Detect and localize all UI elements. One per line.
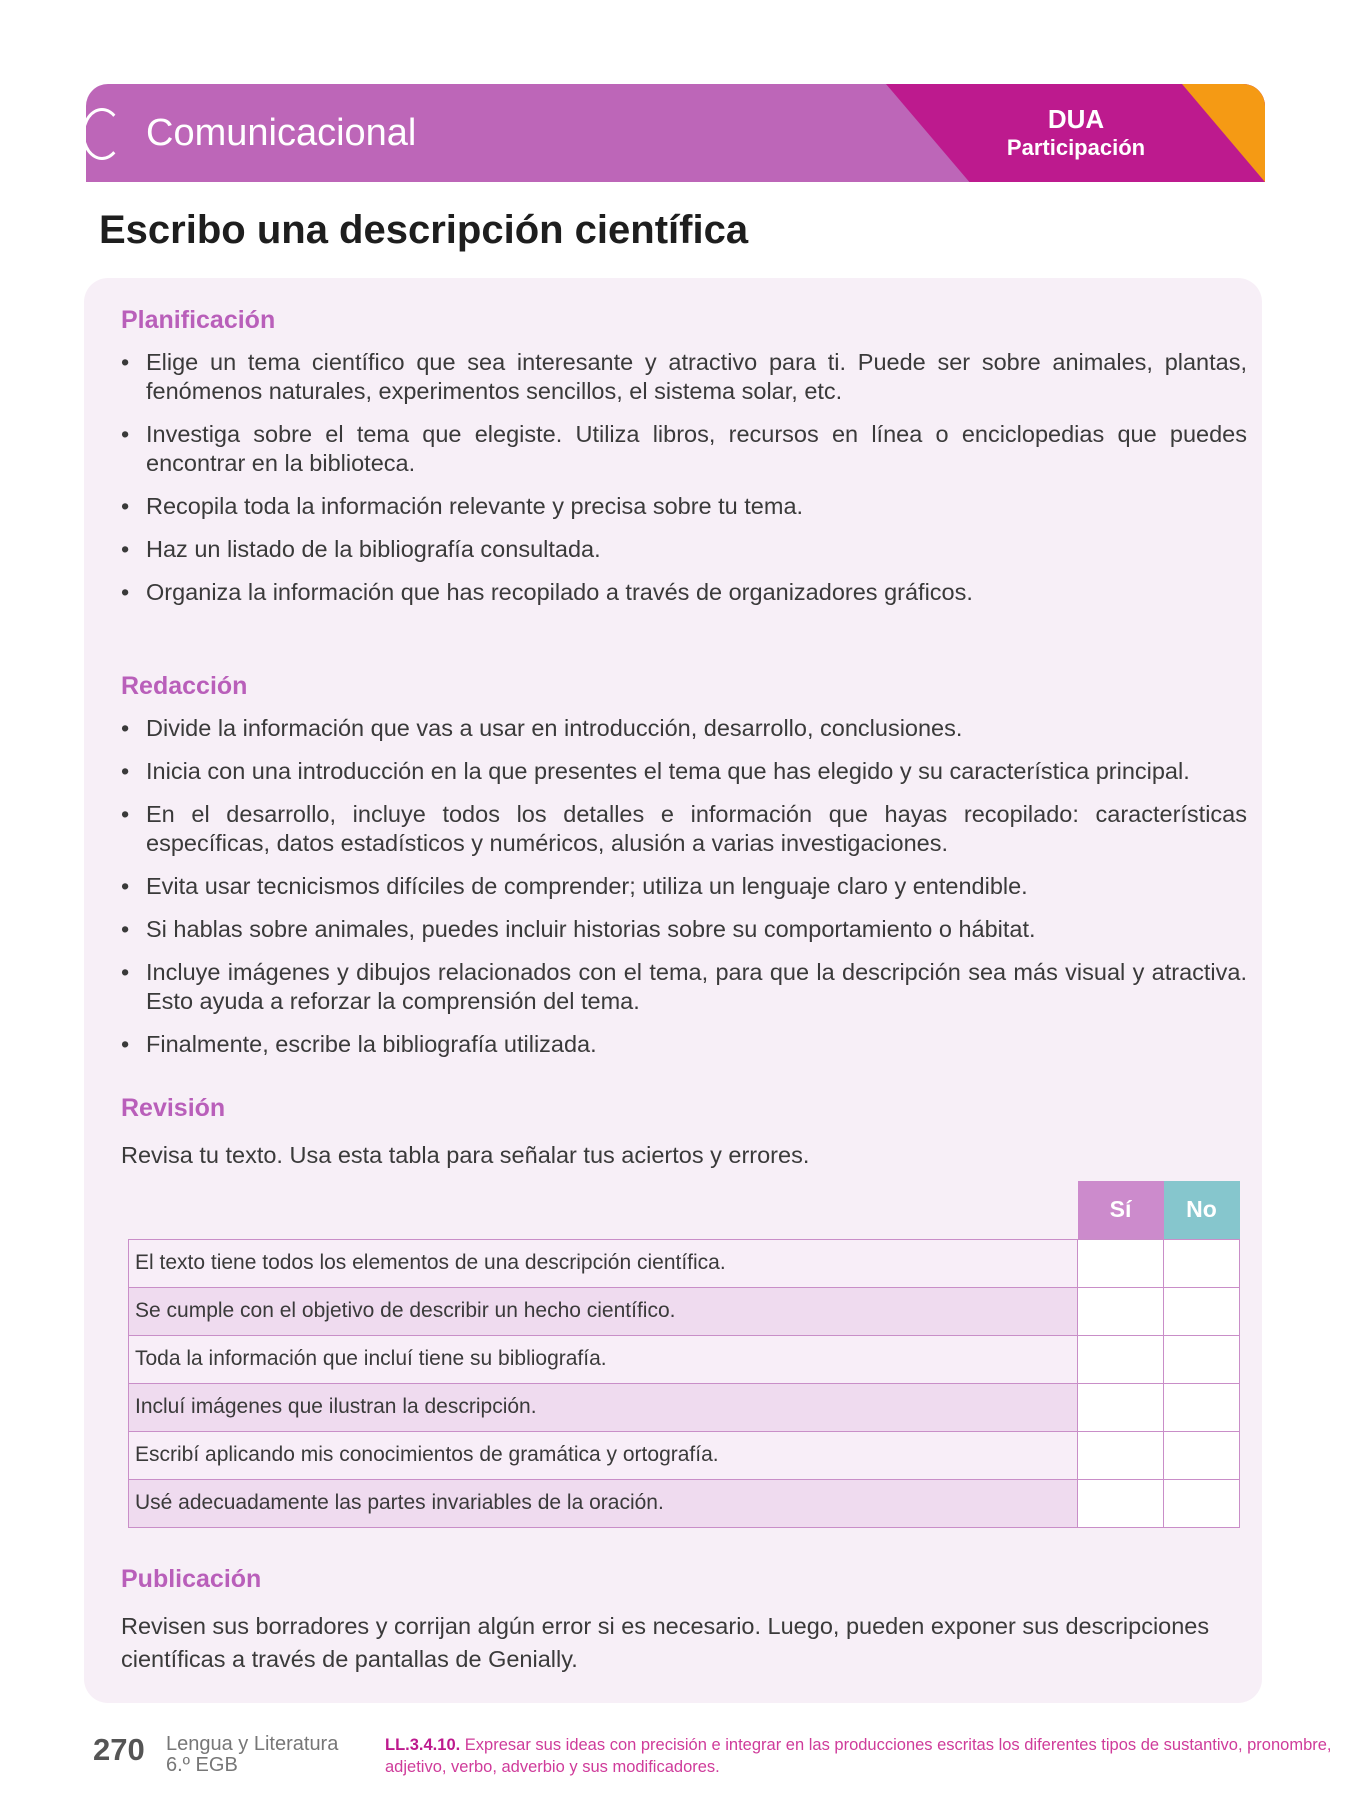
comunicacional-logo-icon <box>86 108 122 160</box>
criterion: Incluí imágenes que ilustran la descripción. <box>129 1383 1078 1431</box>
page-number: 270 <box>93 1732 145 1767</box>
table-row <box>129 1383 1240 1431</box>
page-title: Escribo una descripción científica <box>99 208 749 252</box>
si-cell[interactable] <box>1078 1383 1164 1431</box>
no-cell[interactable] <box>1164 1335 1240 1383</box>
revision-table <box>128 1181 1240 1528</box>
dua-subtitle: Participación <box>1006 135 1146 161</box>
list-item: • Investiga sobre el tema que elegiste. Utiliza libros, recursos en línea o enciclopedias que puedes encontrar en la biblioteca. <box>121 420 1247 478</box>
table-row <box>129 1287 1240 1335</box>
criterion: Escribí aplicando mis conocimientos de gramática y ortografía. <box>129 1431 1078 1479</box>
heading-publicacion: Publicación <box>121 1565 262 1593</box>
no-cell[interactable] <box>1164 1287 1240 1335</box>
list-item: • Recopila toda la información relevante y precisa sobre tu tema. <box>121 492 1247 521</box>
table-row <box>129 1335 1240 1383</box>
heading-redaccion: Redacción <box>121 672 248 700</box>
si-cell[interactable] <box>1078 1479 1164 1527</box>
redaccion-list <box>121 714 1247 1073</box>
criterion: Usé adecuadamente las partes invariables de la oración. <box>129 1479 1078 1527</box>
list-item: • Divide la información que vas a usar en introducción, desarrollo, conclusiones. <box>121 714 1247 743</box>
no-cell[interactable] <box>1164 1239 1240 1287</box>
list-item: • Finalmente, escribe la bibliografía utilizada. <box>121 1030 1247 1059</box>
criterion: Toda la información que incluí tiene su bibliografía. <box>129 1335 1078 1383</box>
publicacion-text: Revisen sus borradores y corrijan algún error si es necesario. Luego, pueden exponer sus descripciones científicas a través de pantallas de Genially. <box>121 1613 1210 1672</box>
section-banner <box>86 84 1265 182</box>
no-cell[interactable] <box>1164 1431 1240 1479</box>
curriculum-standard <box>385 1734 1335 1778</box>
list-item: • Haz un listado de la bibliografía consultada. <box>121 535 1247 564</box>
no-cell[interactable] <box>1164 1383 1240 1431</box>
si-cell[interactable] <box>1078 1335 1164 1383</box>
list-item: • En el desarrollo, incluye todos los detalles e información que hayas recopilado: características específicas, datos estadísticos y numéricos, alusión a varias investigaciones. <box>121 800 1247 858</box>
si-cell[interactable] <box>1078 1431 1164 1479</box>
list-item: • Inicia con una introducción en la que presentes el tema que has elegido y su característica principal. <box>121 757 1247 786</box>
col-no: No <box>1164 1181 1240 1239</box>
heading-revision: Revisión <box>121 1094 226 1122</box>
revision-intro: Revisa tu texto. Usa esta tabla para señalar tus aciertos y errores. <box>121 1142 810 1168</box>
list-item: • Organiza la información que has recopilado a través de organizadores gráficos. <box>121 578 1247 607</box>
dua-label <box>986 104 1166 162</box>
planificacion-list <box>121 348 1247 621</box>
banner-title: Comunicacional <box>146 112 417 154</box>
footer-subject <box>166 1734 338 1776</box>
table-row <box>129 1431 1240 1479</box>
col-si: Sí <box>1078 1181 1164 1239</box>
table-row <box>129 1239 1240 1287</box>
heading-planificacion: Planificación <box>121 306 276 334</box>
standard-text: Expresar sus ideas con precisión e integrar en las producciones escritas los diferentes tipos de sustantivo, pronombre, adjetivo, verbo, adverbio y sus modificadores. <box>385 1736 1332 1776</box>
no-cell[interactable] <box>1164 1479 1240 1527</box>
si-cell[interactable] <box>1078 1239 1164 1287</box>
criterion: Se cumple con el objetivo de describir un hecho científico. <box>129 1287 1078 1335</box>
grade: 6.º EGB <box>166 1754 238 1776</box>
standard-code: LL.3.4.10. <box>385 1736 461 1754</box>
list-item: • Si hablas sobre animales, puedes incluir historias sobre su comportamiento o hábitat. <box>121 915 1247 944</box>
dua-title: DUA <box>1047 104 1105 134</box>
list-item: • Elige un tema científico que sea interesante y atractivo para ti. Puede ser sobre animales, plantas, fenómenos naturales, experimentos sencillos, el sistema solar, etc. <box>121 348 1247 406</box>
list-item: • Incluye imágenes y dibujos relacionados con el tema, para que la descripción sea más visual y atractiva. Esto ayuda a reforzar la comprensión del tema. <box>121 958 1247 1016</box>
list-item: • Evita usar tecnicismos difíciles de comprender; utiliza un lenguaje claro y entendible. <box>121 872 1247 901</box>
table-row <box>129 1479 1240 1527</box>
si-cell[interactable] <box>1078 1287 1164 1335</box>
subject-name: Lengua y Literatura <box>166 1733 339 1755</box>
criterion: El texto tiene todos los elementos de una descripción científica. <box>129 1239 1078 1287</box>
